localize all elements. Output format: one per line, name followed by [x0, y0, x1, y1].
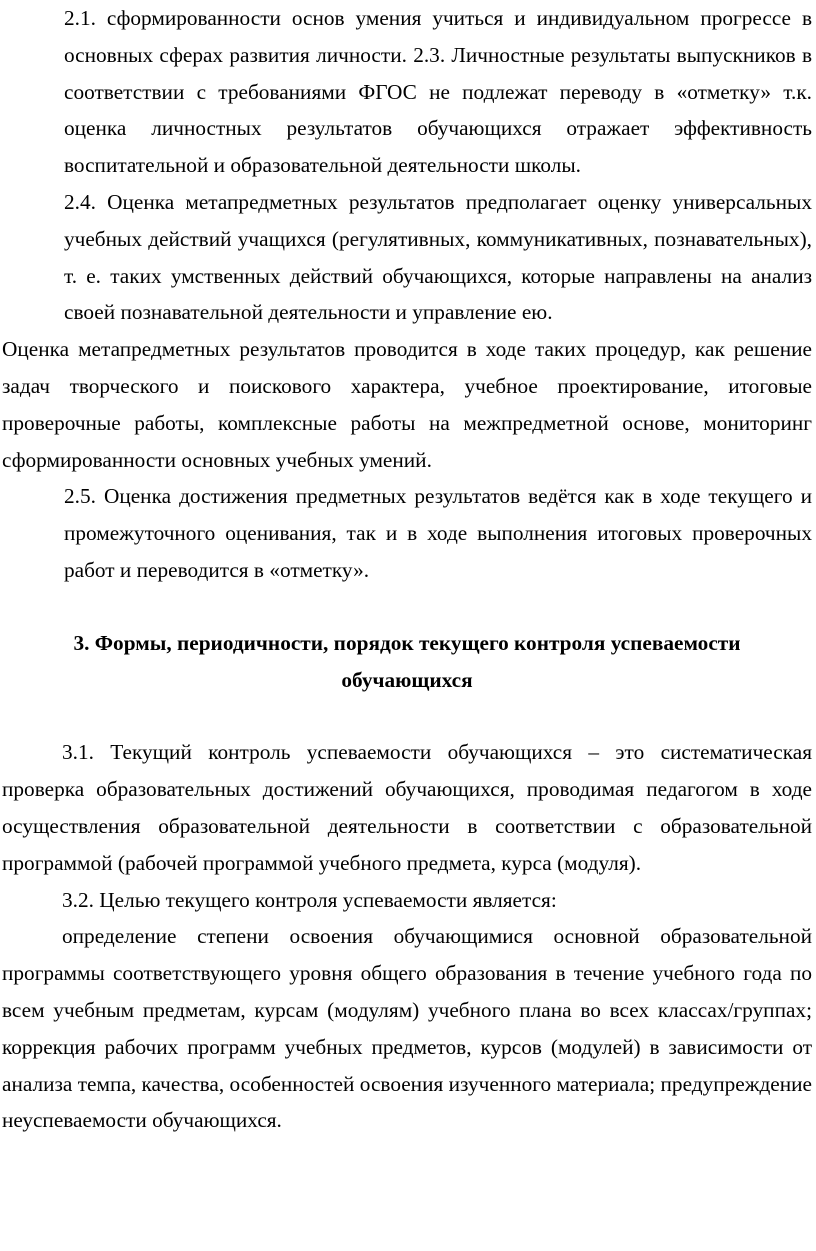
- paragraph-3-1: 3.1. Текущий контроль успеваемости обучающихся – это систематическая проверка образовательных достижений обучающихся, проводимая педагогом в ходе осуществления образовательной деятельности в соответствии с образовательной программой (рабочей программой учебного предмета, курса (модуля).: [2, 740, 812, 875]
- paragraph-2-5: 2.5. Оценка достижения предметных результатов ведётся как в ходе текущего и промежуточного оценивания, так и в ходе выполнения итоговых проверочных работ и переводится в «отметку».: [64, 484, 812, 582]
- section-3-heading: 3. Формы, периодичности, порядок текущего контроля успеваемости обучающихся: [73, 630, 741, 692]
- paragraph-goal-definition: определение степени освоения обучающимися основной образовательной программы соответствующего уровня общего образования в течение учебного года по всем учебным предметам, курсам (модулям) учебного плана во всех классах/группах; коррекция рабочих программ учебных предметов, курсов (модулей) в зависимости от анализа темпа, качества, особенностей освоения изученного материала; предупреждение неуспеваемости обучающихся.: [2, 924, 812, 1133]
- spacer: [0, 698, 816, 734]
- paragraph-2-1: 2.1. сформированности основ умения учиться и индивидуальном прогрессе в основных сферах развития личности. 2.3. Личностные результаты выпускников в соответствии с требованиями ФГОС не подлежат переводу в «отметку» т.к. оценка личностных результатов обучающихся отражает эффективность воспитательной и образовательной деятельности школы.: [64, 6, 812, 178]
- paragraph-2-4: 2.4. Оценка метапредметных результатов предполагает оценку универсальных учебных действий учащихся (регулятивных, коммуникативных, познавательных), т. е. таких умственных действий обучающихся, которые направлены на анализ своей познавательной деятельности и управление ею.: [64, 189, 812, 325]
- paragraph-metasubject-assessment: Оценка метапредметных результатов проводится в ходе таких процедур, как решение задач творческого и поискового характера, учебное проектирование, итоговые проверочные работы, комплексные работы на межпредметной основе, мониторинг сформированности основных учебных умений.: [2, 337, 812, 472]
- paragraph-3-2: 3.2. Целью текущего контроля успеваемости является:: [62, 887, 557, 912]
- spacer: [0, 589, 816, 625]
